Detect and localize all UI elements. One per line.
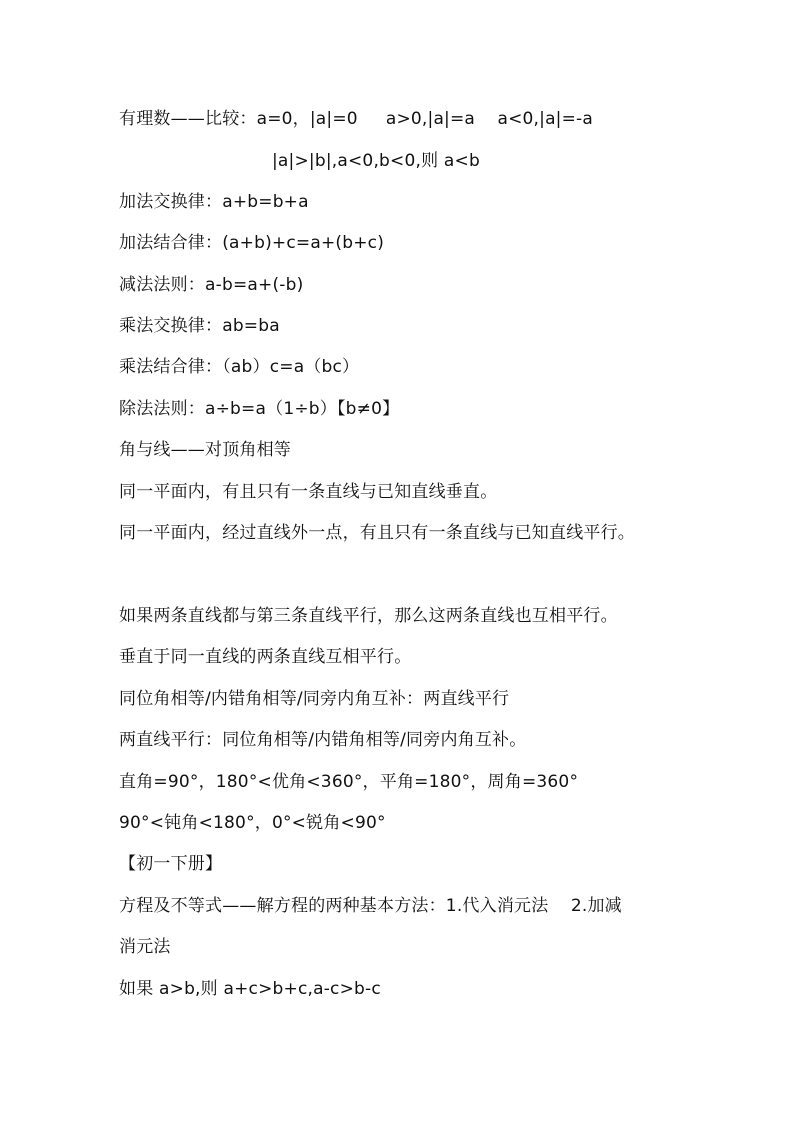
- angles-and-lines-heading: 角与线——对顶角相等: [119, 440, 291, 460]
- multiplication-commutative-law: 乘法交换律：ab=ba: [119, 316, 280, 336]
- absolute-value-comparison-line: |a|>|b|,a<0,b<0,则 a<b: [272, 151, 480, 171]
- parallel-properties-line: 两直线平行：同位角相等/内错角相等/同旁内角互补。: [119, 730, 527, 750]
- addition-associative-law: 加法结合律：(a+b)+c=a+(b+c): [119, 233, 385, 253]
- grade-seven-second-term-heading: 【初一下册】: [119, 854, 223, 874]
- equation-methods-continuation: 消元法: [119, 937, 171, 957]
- perpendicular-to-same-line-theorem: 垂直于同一直线的两条直线互相平行。: [119, 647, 412, 667]
- angle-definitions-line: 直角=90°，180°<优角<360°，平角=180°，周角=360°: [119, 772, 579, 792]
- perpendicular-line-theorem: 同一平面内，有且只有一条直线与已知直线垂直。: [119, 482, 498, 502]
- equation-methods-line: 方程及不等式——解方程的两种基本方法：1.代入消元法 2.加减: [119, 896, 622, 916]
- obtuse-acute-angle-line: 90°<钝角<180°，0°<锐角<90°: [119, 813, 386, 833]
- addition-commutative-law: 加法交换律：a+b=b+a: [119, 192, 309, 212]
- transitive-parallel-theorem: 如果两条直线都与第三条直线平行，那么这两条直线也互相平行。: [119, 606, 618, 626]
- inequality-property-line: 如果 a>b,则 a+c>b+c,a-c>b-c: [119, 979, 381, 999]
- multiplication-associative-law: 乘法结合律：（ab）c=a（bc）: [119, 357, 360, 377]
- subtraction-rule: 减法法则：a-b=a+(-b): [119, 275, 304, 295]
- rational-number-comparison-line: 有理数——比较：a=0，|a|=0 a>0,|a|=a a<0,|a|=-a: [119, 109, 594, 129]
- division-rule: 除法法则：a÷b=a（1÷b）【b≠0】: [119, 399, 400, 419]
- parallel-criteria-line: 同位角相等/内错角相等/同旁内角互补：两直线平行: [119, 689, 510, 709]
- parallel-postulate: 同一平面内，经过直线外一点，有且只有一条直线与已知直线平行。: [119, 523, 635, 543]
